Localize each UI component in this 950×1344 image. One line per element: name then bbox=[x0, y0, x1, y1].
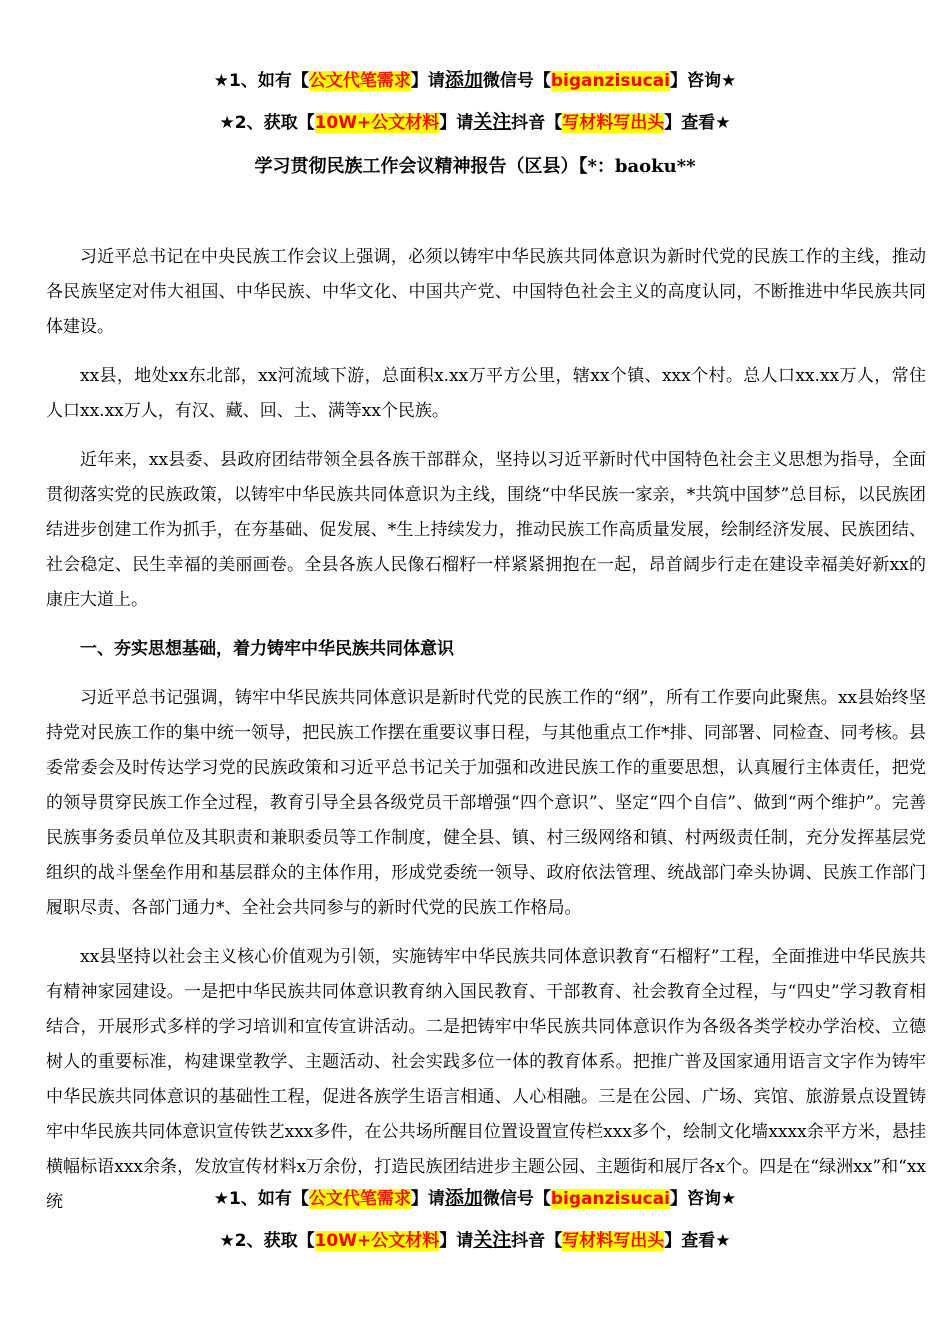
promo-text: ★1、如有【 bbox=[213, 71, 309, 91]
paragraph-county-overview: xx县，地处xx东北部，xx河流域下游，总面积x.xx万平方公里，辖xx个镇、xxx个村。总人口xx.xx万人，常住人口xx.xx万人，有汉、藏、回、土、满等xx个民族。 bbox=[46, 366, 926, 421]
promo-text: 抖音【 bbox=[511, 1231, 563, 1251]
promo-douyin-id: 写材料写出头 bbox=[562, 113, 665, 133]
promo-text: 】请 bbox=[410, 71, 445, 91]
promo-wechat-id: biganzisucai bbox=[550, 1189, 670, 1209]
promo-line-2-bottom bbox=[0, 1228, 950, 1253]
promo-douyin-id: 写材料写出头 bbox=[562, 1231, 665, 1251]
promo-text: ★1、如有【 bbox=[213, 1189, 309, 1209]
promo-line-1-bottom bbox=[0, 1186, 950, 1211]
paragraph-party-leadership: 习近平总书记强调，铸牢中华民族共同体意识是新时代党的民族工作的“纲”，所有工作要向此聚焦。xx县始终坚持党对民族工作的集中统一领导，把民族工作摆在重要议事日程，与其他重点工作*排、同部署、同检查、同考核。县委常委会及时传达学习党的民族政策和习近平总书记关于加强和改进民族工作的重要思想，认真履行主体责任，把党的领导贯穿民族工作全过程，教育引导全县各级党员干部增强“四个意识”、坚定“四个自信”、做到“两个维护”。完善民族事务委员单位及其职责和兼职委员等工作制度，健全县、镇、村三级网络和镇、村两级责任制，充分发挥基层党组织的战斗堡垒作用和基层群众的主体作用，形成党委统一领导、政府依法管理、统战部门牵头协调、民族工作部门履职尽责、各部门通力*、全社会共同参与的新时代党的民族工作格局。 bbox=[46, 688, 926, 918]
paragraph-education-project: xx县坚持以社会主义核心价值观为引领，实施铸牢中华民族共同体意识教育“石榴籽”工程，全面推进中华民族共有精神家园建设。一是把中华民族共同体意识教育纳入国民教育、干部教育、社会教育全过程，与“四史”学习教育相结合，开展形式多样的学习培训和宣传宣讲活动。二是把铸牢中华民族共同体意识作为各级各类学校办学治校、立德树人的重要标准，构建课堂教学、主题活动、社会实践多位一体的教育体系。把推广普及国家通用语言文字作为铸牢中华民族共同体意识的基础性工程，促进各族学生语言相通、人心相融。三是在公园、广场、宾馆、旅游景点设置铸牢中华民族共同体意识宣传铁艺xxx多件，在公共场所醒目位置设置宣传栏xxx多个，绘制文化墙xxxx余平方米，悬挂横幅标语xxx余条，发放宣传材料x万余份，打造民族团结进步主题公园、主题街和展厅各x个。四是在“绿洲xx”和“xx统 bbox=[46, 947, 926, 1212]
promo-emphasis: 关注 bbox=[473, 1229, 512, 1251]
promo-line-2-top bbox=[0, 110, 950, 135]
document-title: 学习贯彻民族工作会议精神报告（区县）【*：baoku** bbox=[254, 156, 696, 177]
section-heading-1: 一、夯实思想基础，着力铸牢中华民族共同体意识 bbox=[80, 639, 454, 659]
paragraph-recent-years: 近年来，xx县委、县政府团结带领全县各族干部群众，坚持以习近平新时代中国特色社会主义思想为指导，全面贯彻落实党的民族政策，以铸牢中华民族共同体意识为主线，围绕“中华民族一家亲，*共筑中国梦”总目标，以民族团结进步创建工作为抓手，在夯基础、促发展、*生上持续发力，推动民族工作高质量发展，绘制经济发展、民族团结、社会稳定、民生幸福的美丽画卷。全县各族人民像石榴籽一样紧紧拥抱在一起，昂首阔步行走在建设幸福美好新xx的康庄大道上。 bbox=[46, 450, 926, 610]
promo-text: ★2、获取【 bbox=[219, 1231, 315, 1251]
promo-highlight: 10W+公文材料 bbox=[314, 113, 440, 133]
promo-text: 】咨询★ bbox=[669, 1189, 737, 1209]
promo-text: 微信号【 bbox=[482, 1189, 551, 1209]
promo-text: 】请 bbox=[439, 1231, 474, 1251]
document-body bbox=[46, 240, 926, 1234]
promo-text: 】咨询★ bbox=[669, 71, 737, 91]
promo-text: 】查看★ bbox=[664, 113, 731, 133]
promo-highlight: 公文代笔需求 bbox=[308, 71, 411, 91]
promo-text: 】请 bbox=[439, 113, 474, 133]
promo-text: 】查看★ bbox=[664, 1231, 731, 1251]
promo-text: 抖音【 bbox=[511, 113, 563, 133]
promo-text: 】请 bbox=[410, 1189, 445, 1209]
promo-emphasis: 添加 bbox=[444, 69, 483, 91]
promo-text: ★2、获取【 bbox=[219, 113, 315, 133]
promo-highlight: 10W+公文材料 bbox=[314, 1231, 440, 1251]
promo-highlight: 公文代笔需求 bbox=[308, 1189, 411, 1209]
promo-text: 微信号【 bbox=[482, 71, 551, 91]
promo-line-1-top bbox=[0, 68, 950, 93]
paragraph-intro: 习近平总书记在中央民族工作会议上强调，必须以铸牢中华民族共同体意识为新时代党的民族工作的主线，推动各民族坚定对伟大祖国、中华民族、中华文化、中国共产党、中国特色社会主义的高度认同，不断推进中华民族共同体建设。 bbox=[46, 247, 926, 337]
promo-emphasis: 添加 bbox=[444, 1187, 483, 1209]
promo-wechat-id: biganzisucai bbox=[550, 71, 670, 91]
promo-emphasis: 关注 bbox=[473, 111, 512, 133]
